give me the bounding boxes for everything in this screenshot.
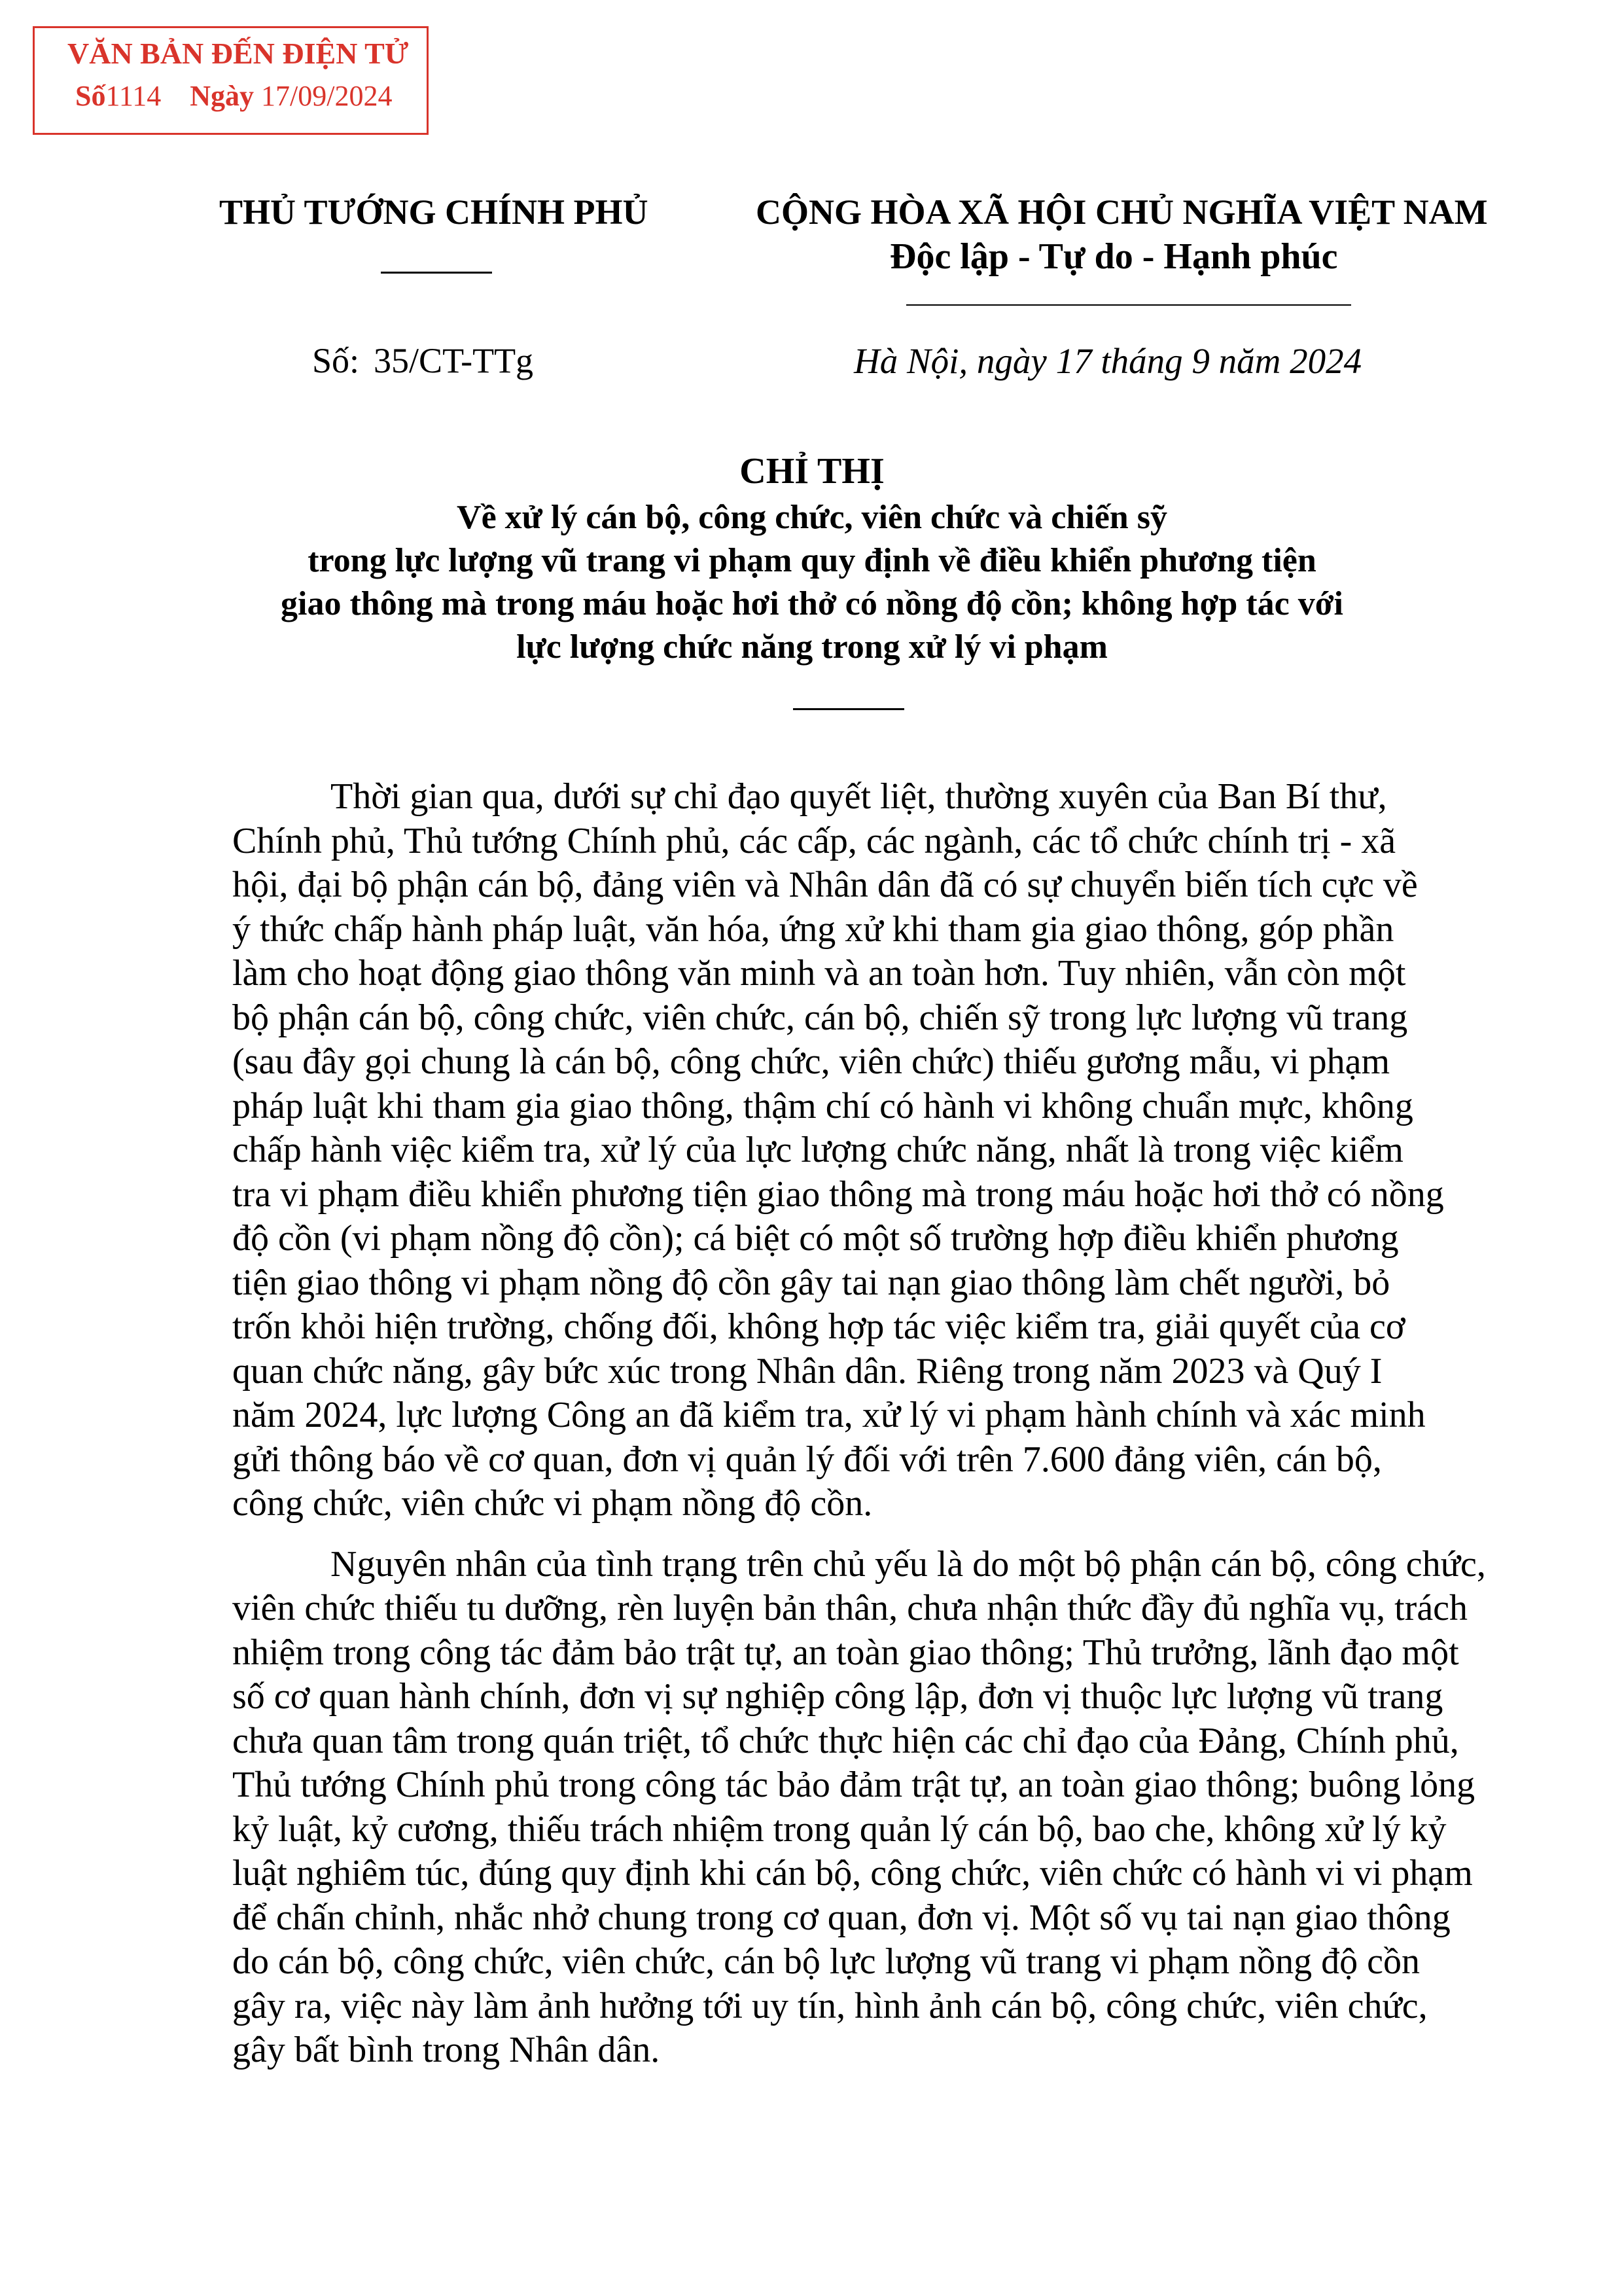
document-subject [0,496,1624,669]
paragraph-spacer [232,1526,1462,1543]
subject-line: giao thông mà trong máu hoặc hơi thở có nồng độ cồn; không hợp tác với [281,585,1343,622]
body-line: pháp luật khi tham gia giao thông, thậm chí có hành vi không chuẩn mực, không [232,1085,1413,1126]
body-line: quan chức năng, gây bức xúc trong Nhân dân. Riêng trong năm 2023 và Quý I [232,1350,1383,1391]
national-title: CỘNG HÒA XÃ HỘI CHỦ NGHĨA VIỆT NAM [756,192,1488,232]
body-line: chưa quan tâm trong quán triệt, tổ chức thực hiện các chỉ đạo của Đảng, Chính phủ, [232,1720,1459,1761]
document-number [312,340,533,381]
body-line: tiện giao thông vi phạm nồng độ cồn gây tai nạn giao thông làm chết người, bỏ [232,1262,1390,1303]
body-line: viên chức thiếu tu dưỡng, rèn luyện bản thân, chưa nhận thức đầy đủ nghĩa vụ, trách [232,1588,1468,1628]
body-line: chấp hành việc kiểm tra, xử lý của lực lượng chức năng, nhất là trong việc kiểm [232,1130,1403,1170]
body-line: độ cồn (vi phạm nồng độ cồn); cá biệt có một số trường hợp điều khiển phương [232,1218,1399,1259]
stamp-number-date [75,79,392,113]
agency-underline [381,272,492,274]
body-line: gây bất bình trong Nhân dân. [232,2030,660,2070]
body-line: Nguyên nhân của tình trạng trên chủ yếu là do một bộ phận cán bộ, công chức, [330,1543,1486,1585]
stamp-date-label: Ngày [190,80,254,112]
body-line: Thời gian qua, dưới sự chỉ đạo quyết liệt, thường xuyên của Ban Bí thư, [330,776,1387,817]
body-line: để chấn chỉnh, nhắc nhở chung trong cơ quan, đơn vị. Một số vụ tai nạn giao thông [232,1897,1451,1938]
body-line: nhiệm trong công tác đảm bảo trật tự, an toàn giao thông; Thủ trưởng, lãnh đạo một [232,1632,1459,1673]
body-line: Thủ tướng Chính phủ trong công tác bảo đảm trật tự, an toàn giao thông; buông lỏng [232,1765,1475,1805]
body-line: ý thức chấp hành pháp luật, văn hóa, ứng xử khi tham gia giao thông, góp phần [232,908,1394,950]
body-line: công chức, viên chức vi phạm nồng độ cồn. [232,1483,873,1524]
subject-line: lực lượng chức năng trong xử lý vi phạm [516,628,1108,666]
title-divider [793,708,904,710]
body-line: gửi thông báo về cơ quan, đơn vị quản lý đối với trên 7.600 đảng viên, cán bộ, [232,1439,1382,1480]
document-body [232,775,1486,2073]
motto-underline [906,304,1351,306]
incoming-document-stamp [33,26,429,135]
stamp-number: 1114 [105,80,162,112]
body-line: trốn khỏi hiện trường, chống đối, không hợp tác việc kiểm tra, giải quyết của cơ [232,1306,1405,1347]
issuing-agency: THỦ TƯỚNG CHÍNH PHỦ [219,192,648,232]
paragraph-1 [232,775,1462,1526]
body-line: kỷ luật, kỷ cương, thiếu trách nhiệm trong quản lý cán bộ, bao che, không xử lý kỷ [232,1808,1447,1850]
document-type: CHỈ THỊ [739,451,885,492]
body-line: gây ra, việc này làm ảnh hưởng tới uy tín, hình ảnh cán bộ, công chức, viên chức, [232,1985,1428,2026]
place-and-date: Hà Nội, ngày 17 tháng 9 năm 2024 [854,341,1362,381]
stamp-number-label: Số [75,80,106,112]
body-line: luật nghiêm túc, đúng quy định khi cán bộ, công chức, viên chức có hành vi vi phạm [232,1853,1473,1893]
body-line: bộ phận cán bộ, công chức, viên chức, cán bộ, chiến sỹ trong lực lượng vũ trang [232,997,1408,1038]
subject-line: Về xử lý cán bộ, công chức, viên chức và chiến sỹ [457,499,1167,536]
paragraph-2 [232,1543,1486,2073]
body-line: Chính phủ, Thủ tướng Chính phủ, các cấp, các ngành, các tổ chức chính trị - xã [232,820,1396,861]
document-number-label: Số: [312,341,360,380]
body-line: làm cho hoạt động giao thông văn minh và an toàn hơn. Tuy nhiên, vẫn còn một [232,953,1406,994]
body-line: do cán bộ, công chức, viên chức, cán bộ lực lượng vũ trang vi phạm nồng độ cồn [232,1941,1420,1982]
stamp-title: VĂN BẢN ĐẾN ĐIỆN TỬ [67,37,409,70]
body-line: số cơ quan hành chính, đơn vị sự nghiệp công lập, đơn vị thuộc lực lượng vũ trang [232,1676,1443,1717]
body-line: năm 2024, lực lượng Công an đã kiểm tra, xử lý vi phạm hành chính và xác minh [232,1395,1426,1435]
body-line: hội, đại bộ phận cán bộ, đảng viên và Nhân dân đã có sự chuyển biến tích cực về [232,865,1418,905]
subject-line: trong lực lượng vũ trang vi phạm quy định về điều khiển phương tiện [308,542,1316,579]
national-motto: Độc lập - Tự do - Hạnh phúc [890,236,1338,277]
body-line: (sau đây gọi chung là cán bộ, công chức, viên chức) thiếu gương mẫu, vi phạm [232,1041,1390,1082]
body-line: tra vi phạm điều khiển phương tiện giao thông mà trong máu hoặc hơi thở có nồng [232,1174,1444,1215]
document-number-value: 35/CT-TTg [374,341,534,380]
stamp-date: 17/09/2024 [261,80,393,112]
